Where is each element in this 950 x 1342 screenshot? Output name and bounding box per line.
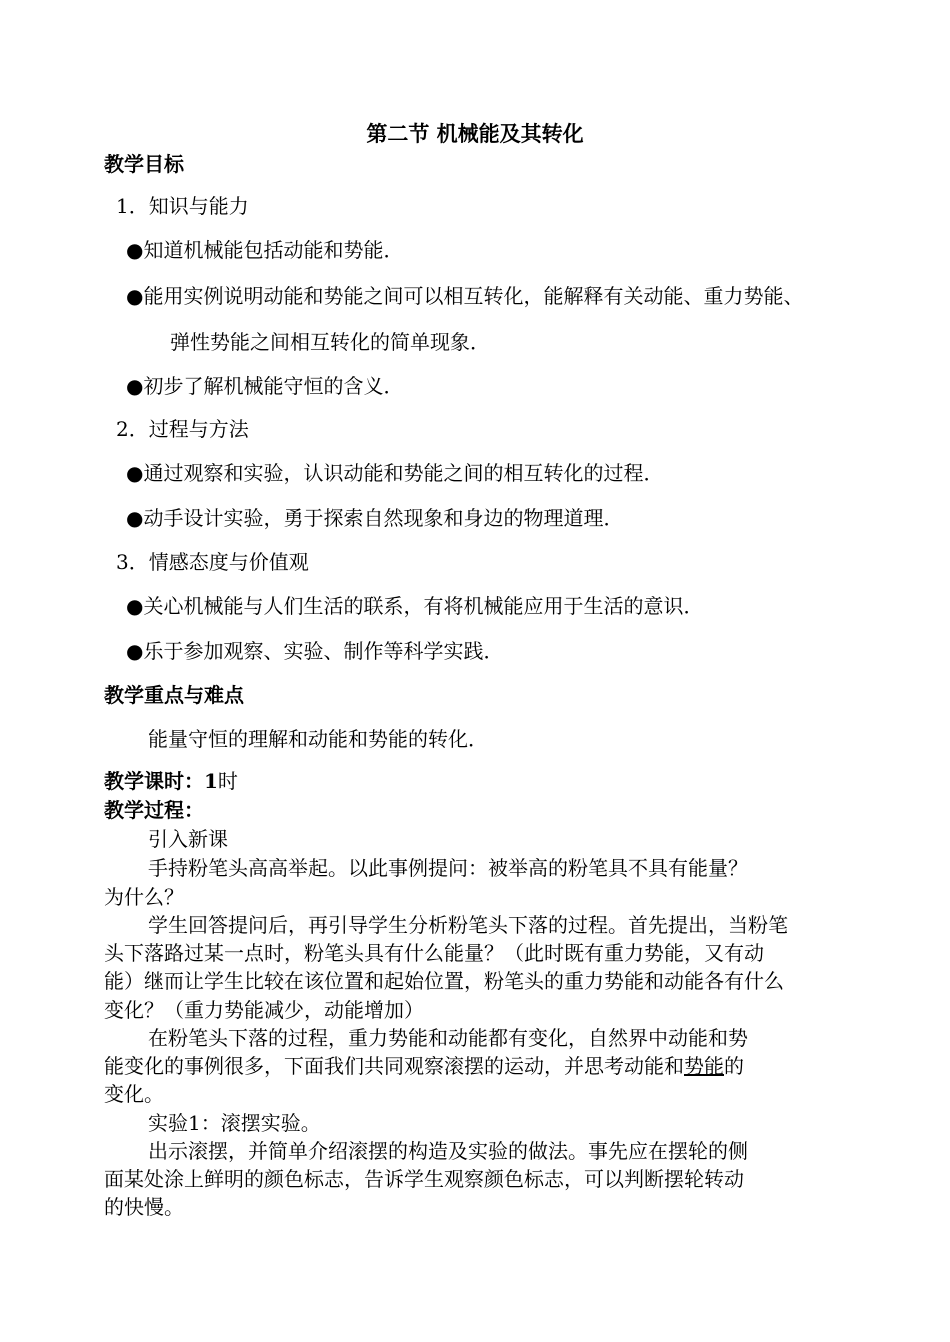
process-heading: 教学过程：	[104, 798, 204, 822]
bullet-continuation: 弹性势能之间相互转化的简单现象．	[170, 330, 490, 354]
teaching-hours	[104, 765, 238, 794]
hours-number: 1	[204, 769, 218, 793]
paragraph-line: 变化？（重力势能减少，动能增加）	[104, 998, 424, 1022]
paragraph-line: 学生回答提问后，再引导学生分析粉笔头下落的过程。首先提出，当粉笔	[148, 913, 788, 937]
paragraph-line: 头下落路过某一点时，粉笔头具有什么能量？（此时既有重力势能，又有动	[104, 941, 764, 965]
paragraph-text: 的	[724, 1054, 744, 1078]
paragraph-line: 的快慢。	[104, 1195, 184, 1219]
paragraph-line: 为什么？	[104, 885, 184, 909]
paragraph-line: 能）继而让学生比较在该位置和起始位置，粉笔头的重力势能和动能各有什么	[104, 969, 784, 993]
experiment-title: 实验1：滚摆实验。	[148, 1111, 321, 1135]
bullet-item: ●乐于参加观察、实验、制作等科学实践．	[126, 639, 504, 663]
bullet-item: ●知道机械能包括动能和势能．	[126, 238, 404, 262]
objectives-heading: 教学目标	[104, 152, 184, 176]
bullet-item: ●动手设计实验，勇于探索自然现象和身边的物理道理．	[126, 506, 624, 530]
paragraph-line: 变化。	[104, 1082, 164, 1106]
bullet-item: ●关心机械能与人们生活的联系，有将机械能应用于生活的意识．	[126, 594, 704, 618]
key-points-heading: 教学重点与难点	[104, 683, 244, 707]
bullet-item: ●通过观察和实验，认识动能和势能之间的相互转化的过程．	[126, 461, 664, 485]
bullet-item: ●初步了解机械能守恒的含义．	[126, 374, 404, 398]
hours-unit: 时	[217, 769, 238, 793]
key-points-text: 能量守恒的理解和动能和势能的转化．	[148, 727, 488, 751]
paragraph-line: 面某处涂上鲜明的颜色标志，告诉学生观察颜色标志，可以判断摆轮转动	[104, 1167, 744, 1191]
paragraph-line: 手持粉笔头高高举起。以此事例提问：被举高的粉笔具不具有能量？	[148, 856, 748, 880]
paragraph-text: 能变化的事例很多，下面我们共同观察滚摆的运动，并思考动能和	[104, 1054, 684, 1078]
section2-heading: 2．过程与方法	[116, 417, 249, 441]
paragraph-line: 出示滚摆，并简单介绍滚摆的构造及实验的做法。事先应在摆轮的侧	[148, 1139, 748, 1163]
paragraph-line	[104, 1050, 744, 1079]
page-title: 第二节 机械能及其转化	[366, 121, 584, 146]
section1-heading: 1．知识与能力	[116, 194, 249, 218]
paragraph-line: 在粉笔头下落的过程，重力势能和动能都有变化，自然界中动能和势	[148, 1026, 748, 1050]
intro-text: 引入新课	[148, 827, 228, 851]
bullet-item: ●能用实例说明动能和势能之间可以相互转化，能解释有关动能、重力势能、	[126, 284, 804, 308]
section3-heading: 3．情感态度与价值观	[116, 550, 309, 574]
underlined-text: 势能	[684, 1054, 724, 1078]
hours-label: 教学课时：	[104, 769, 204, 793]
